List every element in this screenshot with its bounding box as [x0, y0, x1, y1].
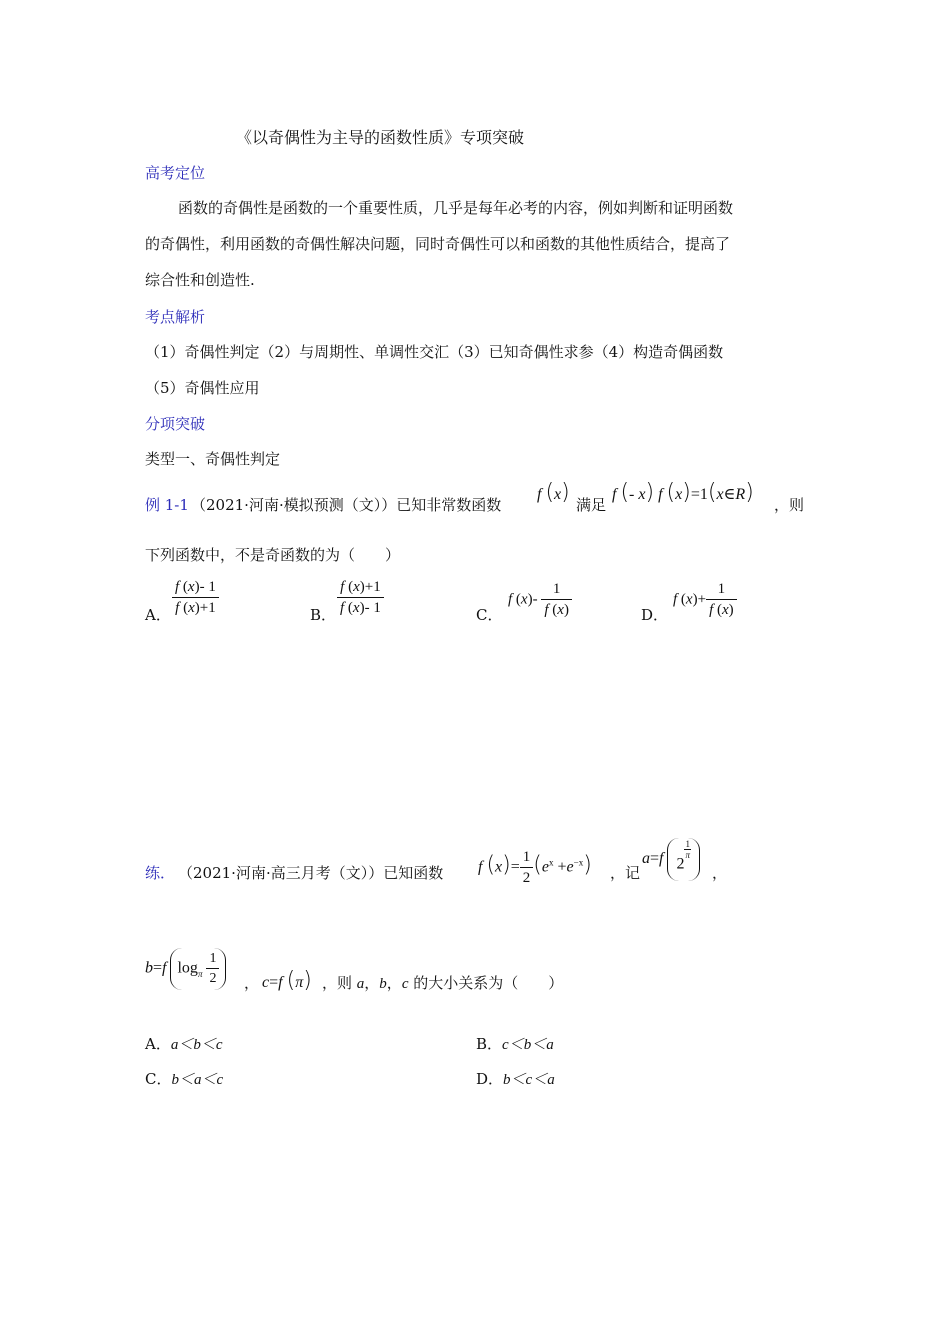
- option-a-label: A．: [145, 606, 171, 624]
- paragraph-line: 函数的奇偶性是函数的一个重要性质，几乎是每年必考的内容，例如判断和证明函数: [178, 199, 734, 217]
- type-heading: 类型一、奇偶性判定: [145, 450, 281, 468]
- math-b-def: b=f $\log_\pi$ $\frac{1}{2}$: [145, 948, 226, 990]
- practice-option-c: C．b＜a＜c: [145, 1070, 224, 1088]
- heading-breakthrough: 分项突破: [145, 415, 206, 433]
- example-then: ，则: [774, 496, 805, 514]
- practice-option-d: D．b＜c＜a: [476, 1070, 555, 1088]
- paragraph-line: 的奇偶性，利用函数的奇偶性解决问题，同时奇偶性可以和函数的其他性质结合，提高了: [145, 235, 731, 253]
- practice-source: （2021·河南·高三月考（文））已知函数: [178, 864, 444, 882]
- paragraph-line: （1）奇偶性判定（2）与周期性、单调性交汇（3）已知奇偶性求参（4）构造奇偶函数: [145, 343, 724, 361]
- option-d-expr: f (x)+ $\frac{1}{f (x)}$: [673, 582, 737, 618]
- paragraph-line: 综合性和创造性.: [145, 271, 255, 289]
- practice-separator: ，: [244, 974, 260, 992]
- practice-comma: ，: [712, 864, 728, 882]
- example-satisfies: 满足: [576, 496, 607, 514]
- example-label: 例 1-1: [145, 496, 189, 514]
- practice-question: ，则 a，b，c 的大小关系为（ ）: [322, 974, 564, 992]
- option-b-label: B．: [310, 606, 337, 624]
- math-condition: f (- x) f (x)=1(x∈R): [612, 480, 754, 505]
- example-question: 下列函数中，不是奇函数的为（ ）: [145, 546, 401, 564]
- page-title: 《以奇偶性为主导的函数性质》专项突破: [236, 128, 525, 147]
- option-c-expr: f (x)- $\frac{1}{f (x)}$: [508, 582, 572, 618]
- paragraph-line: （5）奇偶性应用: [145, 379, 260, 397]
- math-a-def: a=f 2 $^{\frac{1}{\pi}}$: [642, 838, 700, 881]
- practice-label: 练．: [145, 864, 176, 882]
- math-fx: f (x): [537, 480, 570, 505]
- heading-analysis: 考点解析: [145, 308, 206, 326]
- option-a-expr: $\frac{f (x)- 1}{f (x)+1}$: [172, 580, 219, 616]
- practice-option-b: B．c＜b＜a: [476, 1035, 554, 1053]
- practice-option-a: A．a＜b＜c: [145, 1035, 223, 1053]
- option-b-expr: $\frac{f (x)+1}{f (x)- 1}$: [337, 580, 384, 616]
- math-function-def: f (x)= $\frac{1}{2}$ $(e^x +e^{-x})$: [478, 849, 592, 886]
- option-c-label: C．: [476, 606, 503, 624]
- practice-note: ，记: [610, 864, 641, 882]
- heading-positioning: 高考定位: [145, 164, 206, 182]
- option-d-label: D．: [641, 606, 669, 624]
- math-c-def: c=f (π): [262, 968, 312, 993]
- example-source: （2021·河南·模拟预测（文））已知非常数函数: [191, 496, 502, 514]
